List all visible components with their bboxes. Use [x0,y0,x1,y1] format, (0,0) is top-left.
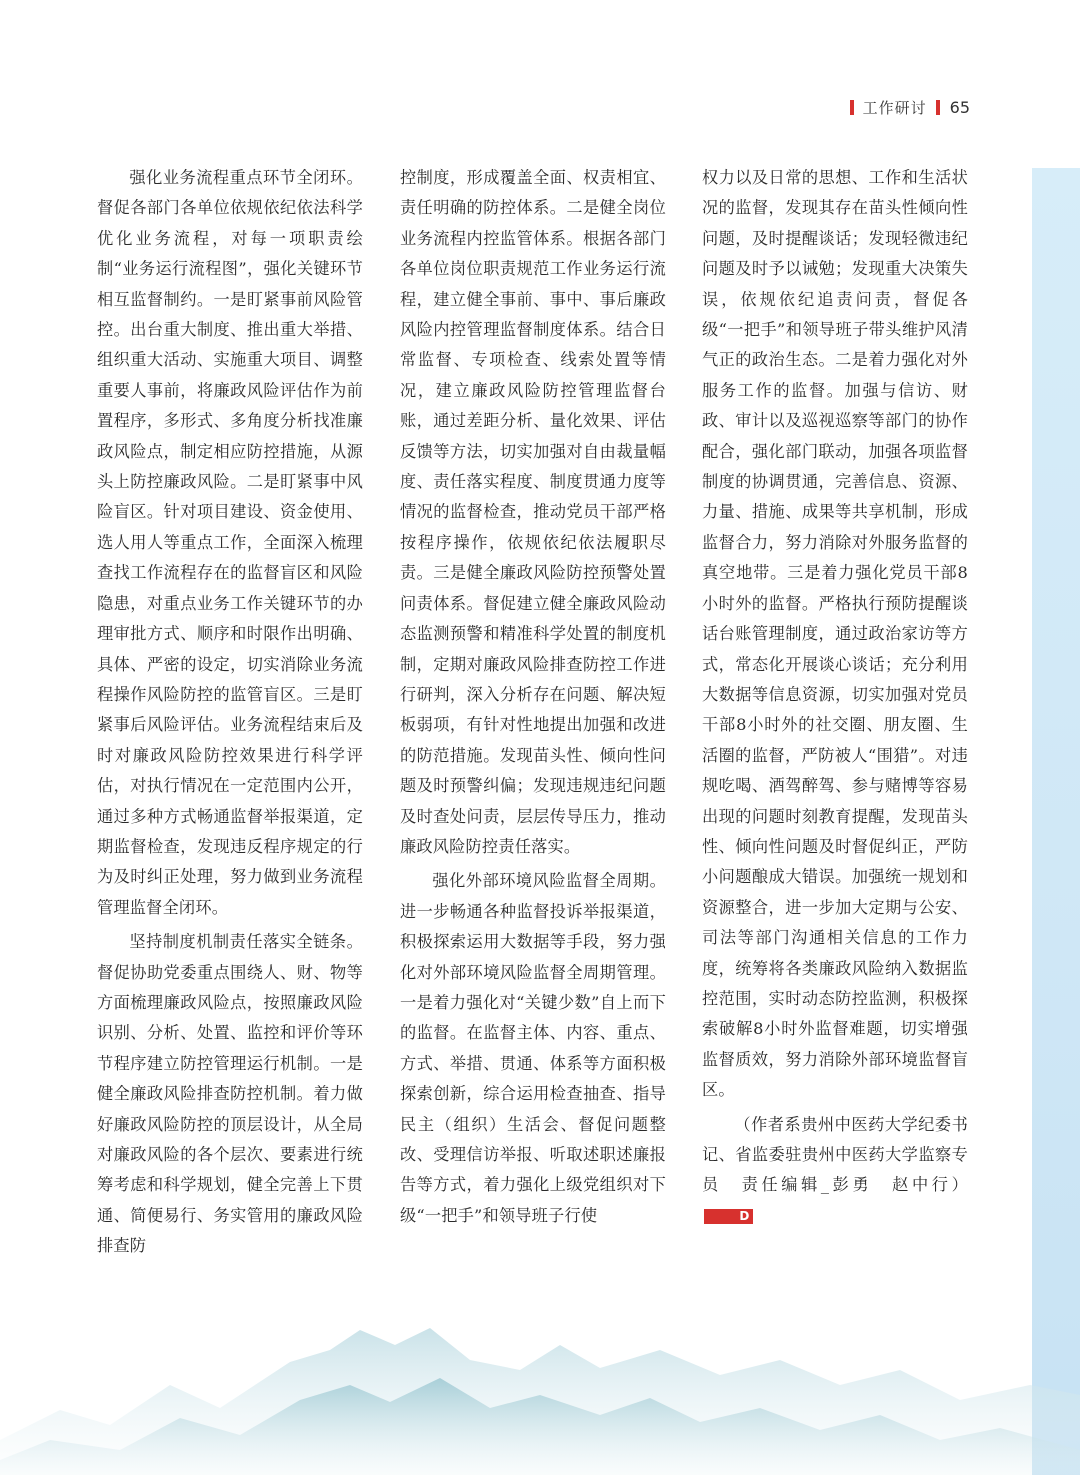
header-bar-left [850,100,854,115]
paragraph: 权力以及日常的思想、工作和生活状况的监督，发现其存在苗头性倾向性问题，及时提醒谈话；发现轻微违纪问题及时予以诫勉；发现重大决策失误，依规依纪追责问责，督促各级“一把手”和领导班子带头维护风清气正的政治生态。二是着力强化对外服务工作的监督。加强与信访、财政、审计以及巡视巡察等部门的协作配合，强化部门联动，加强各项监督制度的协调贯通，完善信息、资源、力量、措施、成果等共享机制，形成监督合力，努力消除对外服务监督的真空地带。三是着力强化党员干部8小时外的监督。严格执行预防提醒谈话台账管理制度，通过政治家访等方式，常态化开展谈心谈话；充分利用大数据等信息资源，切实加强对党员干部8小时外的社交圈、朋友圈、生活圈的监督，严防被人“围猎”。对违规吃喝、酒驾醉驾、参与赌博等容易出现的问题时刻教育提醒，发现苗头性、倾向性问题及时督促纠正，严防小问题酿成大错误。加强统一规划和资源整合，进一步加大定期与公安、司法等部门沟通相关信息的工作力度，统筹将各类廉政风险纳入数据监控范围，实时动态防控监测，积极探索破解8小时外监督难题，切实增强监督质效，努力消除外部环境监督盲区。 [702,168,968,1100]
mountain-landscape [0,1290,1080,1475]
text-column-2 [400,163,666,1231]
paragraph: 坚持制度机制责任落实全链条。督促协助党委重点围绕人、财、物等方面梳理廉政风险点，按照廉政风险识别、分析、处置、监控和评价等环节程序建立防控管理运行机制。一是健全廉政风险排查防控机制。着力做好廉政风险防控的顶层设计，从全局对廉政风险的各个层次、要素进行统筹考虑和科学规划，健全完善上下贯通、简便易行、务实管用的廉政风险排查防 [97,932,363,1256]
paragraph: 强化业务流程重点环节全闭环。督促各部门各单位依规依纪依法科学优化业务流程，对每一项职责绘制“业务运行流程图”，强化关键环节相互监督制约。一是盯紧事前风险管控。出台重大制度、推出重大举措、组织重大活动、实施重大项目、调整重要人事前，将廉政风险评估作为前置程序，多形式、多角度分析找准廉政风险点，制定相应防控措施，从源头上防控廉政风险。二是盯紧事中风险盲区。针对项目建设、资金使用、选人用人等重点工作，全面深入梳理查找工作流程存在的监督盲区和风险隐患，对重点业务工作关键环节的办理审批方式、顺序和时限作出明确、具体、严密的设定，切实消除业务流程操作风险防控的监管盲区。三是盯紧事后风险评估。业务流程结束后及时对廉政风险防控效果进行科学评估，对执行情况在一定范围内公开，通过多种方式畅通监督举报渠道，定期监督检查，发现违反程序规定的行为及时纠正处理，努力做到业务流程管理监督全闭环。 [97,168,363,917]
paragraph: 强化外部环境风险监督全周期。进一步畅通各种监督投诉举报渠道，积极探索运用大数据等手段，努力强化对外部环境风险监督全周期管理。一是着力强化对“关键少数”自上而下的监督。在监督主体、内容、重点、方式、举措、贯通、体系等方面积极探索创新，综合运用检查抽查、指导民主（组织）生活会、督促问题整改、受理信访举报、听取述职述廉报告等方式，着力强化上级党组织对下级“一把手”和领导班子行使 [400,871,666,1225]
text-column-3 [702,163,968,1231]
author-note [702,1110,968,1232]
page-header [850,96,970,118]
page-number: 65 [949,97,970,117]
paragraph: 控制度，形成覆盖全面、权责相宜、责任明确的防控体系。二是健全岗位业务流程内控监管体系。根据各部门各单位岗位职责规范工作业务运行流程，建立健全事前、事中、事后廉政风险内控管理监督制度体系。结合日常监督、专项检查、线索处置等情况，建立廉政风险防控管理监督台账，通过差距分析、量化效果、评估反馈等方法，切实加强对自由裁量幅度、责任落实程度、制度贯通力度等情况的监督检查，推动党员干部严格按程序操作，依规依纪依法履职尽责。三是健全廉政风险防控预警处置问责体系。督促建立健全廉政风险动态监测预警和精准科学处置的制度机制，定期对廉政风险排查防控工作进行研判，深入分析存在问题、解决短板弱项，有针对性地提出加强和改进的防范措施。发现苗头性、倾向性问题及时预警纠偏；发现违规违纪问题及时查处问责，层层传导压力，推动廉政风险防控责任落实。 [400,168,666,856]
author-note-text: （作者系贵州中医药大学纪委书记、省监委驻贵州中医药大学监察专员 责任编辑_彭勇 赵中行） [702,1114,968,1195]
section-title: 工作研讨 [862,98,927,117]
end-mark-icon: D [704,1209,753,1224]
side-color-band [1032,168,1080,1475]
text-column-1 [97,163,363,1262]
header-bar-right [936,100,940,115]
